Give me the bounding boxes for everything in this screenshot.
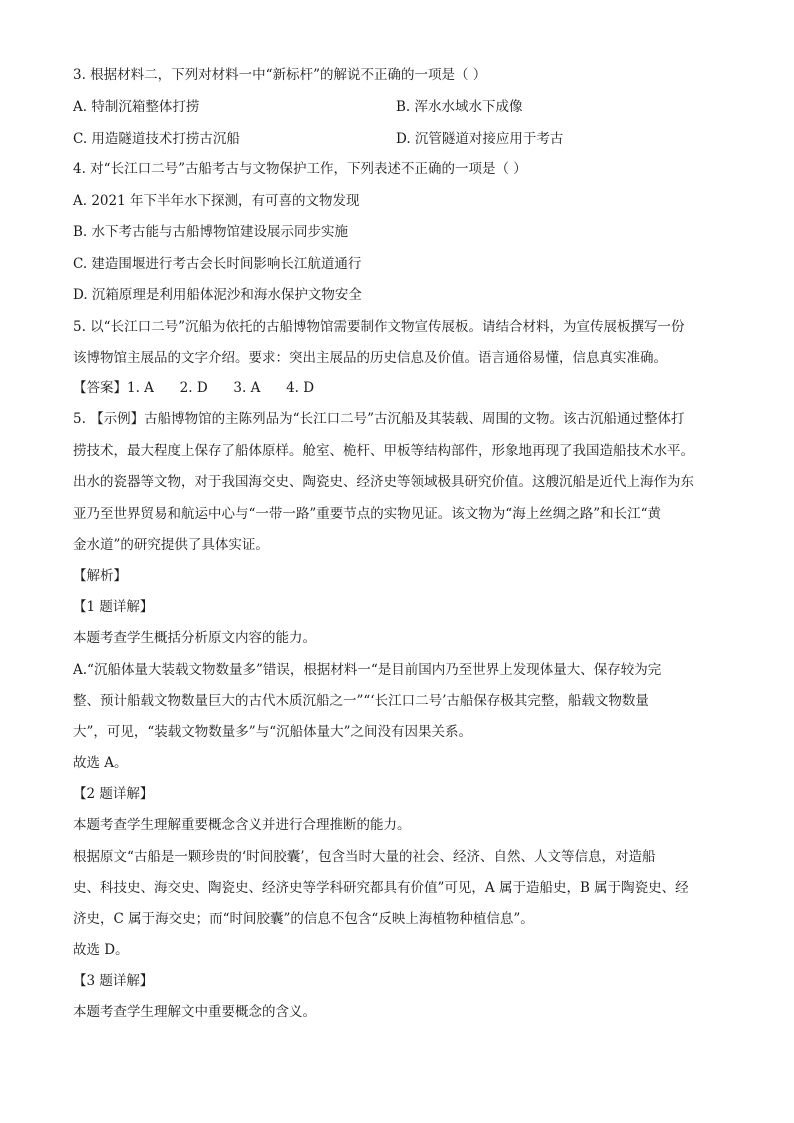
question-4-option-c: C. 建造围堰进行考古会长时间影响长江航道通行: [73, 256, 362, 272]
detail-1-line-3: 整、预计船载文物数量巨大的古代木质沉船之一”“‘长江口二号’古船保存极其完整，船载文物数量: [73, 693, 649, 709]
example-line-1: 5. 【示例】古船博物馆的主陈列品为“长江口二号”古沉船及其装载、周围的文物。该古沉船通过整体打: [73, 411, 685, 427]
detail-2-line-4: 济史，C 属于海交史；而“时间胶囊”的信息不包含“反映上海植物种植信息”。: [73, 911, 534, 927]
detail-1-line-4: 大”，可见，“装载文物数量多”与“沉船体量大”之间没有因果关系。: [73, 724, 473, 740]
analysis-heading: 【解析】: [73, 568, 127, 584]
question-4-option-a: A. 2021 年下半年水下探测，有可喜的文物发现: [73, 193, 360, 209]
question-3-option-a: A. 特制沉箱整体打捞: [73, 99, 200, 115]
detail-3-heading: 【3 题详解】: [73, 973, 154, 989]
question-4-stem: 4. 对“长江口二号”古船考古与文物保护工作，下列表述不正确的一项是（ ）: [73, 161, 527, 177]
detail-2-line-3: 史、科技史、海交史、陶瓷史、经济史等学科研究都具有价值”可见，A 属于造船史，B 属于陶瓷史、经: [73, 880, 689, 896]
answer-key: 【答案】1. A 2. D 3. A 4. D: [73, 380, 315, 396]
detail-1-conclusion: 故选 A。: [73, 755, 128, 771]
question-3-option-d: D. 沉管隧道对接应用于考古: [396, 131, 564, 147]
question-4-option-b: B. 水下考古能与古船博物馆建设展示同步实施: [73, 224, 349, 240]
example-line-4: 亚乃至世界贸易和航运中心与“一带一路”重要节点的实物见证。该文物为“海上丝绸之路”和长江“黄: [73, 506, 662, 522]
example-line-5: 金水道”的研究提供了具体实证。: [73, 537, 269, 553]
detail-1-heading: 【1 题详解】: [73, 599, 154, 615]
detail-2-line-2: 根据原文“古船是一颗珍贵的‘时间胶囊’，包含当时大量的社会、经济、自然、人文等信息，对造船: [73, 849, 656, 865]
detail-2-heading: 【2 题详解】: [73, 786, 154, 802]
question-5-stem-line-2: 该博物馆主展品的文字介绍。要求：突出主展品的历史信息及价值。语言通俗易懂，信息真实准确。: [73, 350, 667, 366]
example-line-3: 出水的瓷器等文物，对于我国海交史、陶瓷史、经济史等领域极具研究价值。这艘沉船是近代上海作为东: [73, 474, 694, 490]
detail-2-conclusion: 故选 D。: [73, 942, 129, 958]
question-3-stem: 3. 根据材料二，下列对材料一中“新标杆”的解说不正确的一项是（ ）: [73, 67, 487, 83]
question-3-option-c: C. 用造隧道技术打捞古沉船: [73, 131, 240, 147]
question-3-option-b: B. 浑水水域水下成像: [396, 99, 523, 115]
detail-2-line-1: 本题考查学生理解重要概念含义并进行合理推断的能力。: [73, 817, 411, 833]
question-4-option-d: D. 沉箱原理是利用船体泥沙和海水保护文物安全: [73, 287, 362, 303]
detail-3-line-1: 本题考查学生理解文中重要概念的含义。: [73, 1004, 316, 1020]
detail-1-line-2: A.“沉船体量大装载文物数量多”错误，根据材料一“是目前国内乃至世界上发现体量大、保存较为完: [73, 662, 662, 678]
detail-1-line-1: 本题考查学生概括分析原文内容的能力。: [73, 630, 316, 646]
example-line-2: 捞技术，最大程度上保存了船体原样。舱室、桅杆、甲板等结构部件，形象地再现了我国造船技术水平。: [73, 443, 694, 459]
question-5-stem-line-1: 5. 以“长江口二号”沉船为依托的古船博物馆需要制作文物宣传展板。请结合材料，为宣传展板撰写一份: [73, 319, 685, 335]
